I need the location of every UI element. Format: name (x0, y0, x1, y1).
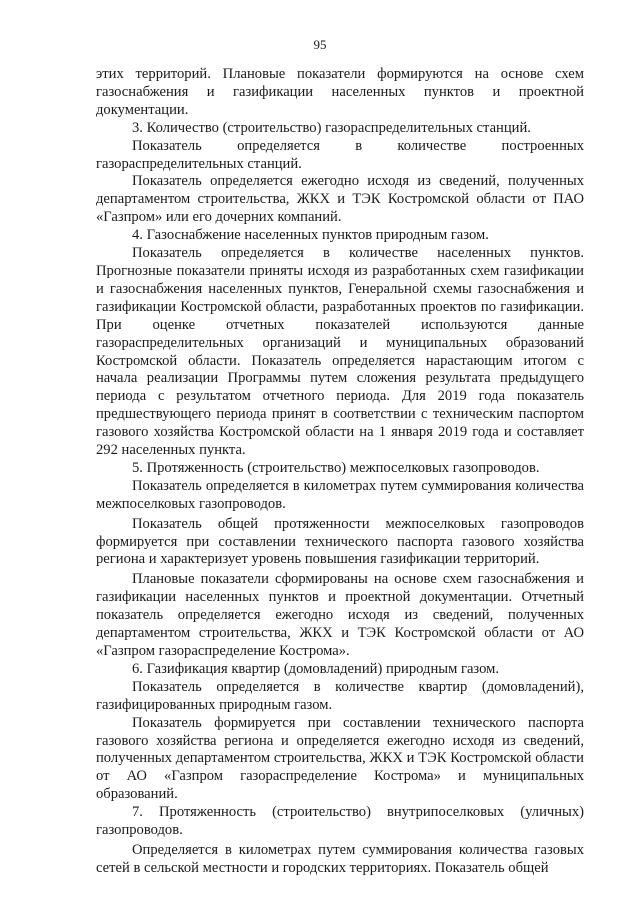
heading-item-7-intrasettlement-pipelines: 7. Протяженность (строительство) внутрипоселковых (уличных) газопроводов. (96, 804, 584, 839)
paragraph-settlements-indicator: Показатель определяется в количестве населенных пунктов. Прогнозные показатели приняты исходя из разработанных схем газификации и газоснабжения населенных пунктов, Генеральной схемы газоснабжения и газификации Костромской области, разработанных проектов по газификации. При оценке отчетных показателей используются данные газораспределительных организаций и муниципальных образований Костромской области. Показатель определяется нарастающим итогом с начала реализации Программы путем сложения результата предыдущего периода с результатом отчетного периода. Для 2019 года показатель предшествующего периода принят в соответствии с техническим паспортом газового хозяйства Костромской области на 1 января 2019 года и составляет 292 населенных пункта. (96, 245, 584, 459)
paragraph-territories-plans: этих территорий. Плановые показатели формируются на основе схем газоснабжения и газификации населенных пунктов и проектной документации. (96, 66, 584, 118)
paragraph-intrasettlement-km: Определяется в километрах путем суммирования количества газовых сетей в сельской местности и городских территориях. Показатель общей (96, 841, 584, 876)
paragraph-pipelines-planned: Плановые показатели сформированы на основе схем газоснабжения и газификации населенных пунктов и проектной документации. Отчетный показатель определяется ежегодно исходя из сведений, полученных департаментом строительства, ЖКХ и ТЭК Костромской области от АО «Газпром газораспределение Кострома». (96, 571, 584, 659)
paragraph-apartments-count: Показатель определяется в количестве квартир (домовладений), газифицированных природным газом. (96, 678, 584, 713)
paragraph-pipelines-km: Показатель определяется в километрах путем суммирования количества межпоселковых газопроводов. (96, 477, 584, 512)
heading-item-5-intersettlement-pipelines: 5. Протяженность (строительство) межпоселковых газопроводов. (132, 459, 540, 476)
page-number: 95 (313, 37, 327, 52)
paragraph-stations-source: Показатель определяется ежегодно исходя из сведений, полученных департаментом строительства, ЖКХ и ТЭК Костромской области от ПАО «Газпром» или его дочерних компаний. (96, 173, 584, 226)
paragraph-pipelines-total-length: Показатель общей протяженности межпоселковых газопроводов формируется при составлении технического паспорта газового хозяйства региона и характеризует уровень повышения газификации территорий. (96, 515, 584, 568)
paragraph-apartments-source: Показатель формируется при составлении технического паспорта газового хозяйства региона и определяется ежегодно исходя из сведений, полученных департаментом строительства, ЖКХ и ТЭК Костромской области от АО «Газпром газораспределение Кострома» и муниципальных образований. (96, 714, 584, 803)
document-body (96, 66, 584, 878)
heading-item-3-gas-distribution-stations: 3. Количество (строительство) газораспределительных станций. (132, 119, 531, 136)
paragraph-stations-count: Показатель определяется в количестве построенных газораспределительных станций. (96, 137, 584, 172)
heading-item-4-settlements-gas-supply: 4. Газоснабжение населенных пунктов природным газом. (132, 227, 489, 244)
heading-item-6-apartments-gasification: 6. Газификация квартир (домовладений) природным газом. (132, 660, 500, 677)
